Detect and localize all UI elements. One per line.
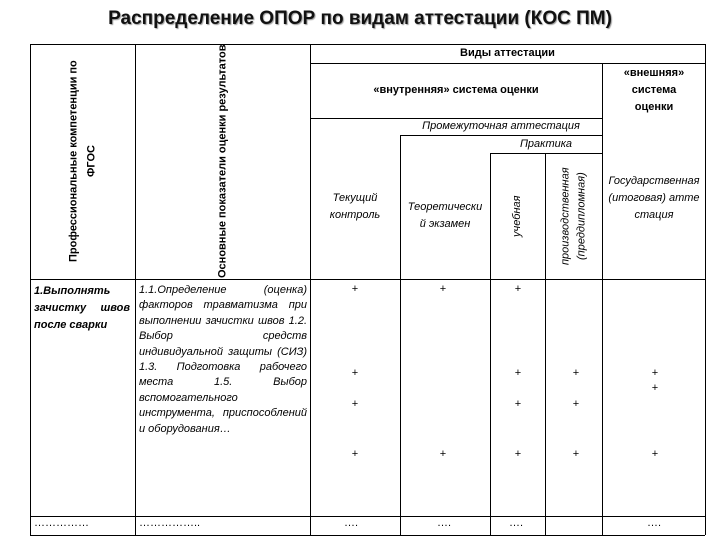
header-internal: «внутренняя» система оценки bbox=[373, 84, 539, 96]
mark-plus: + bbox=[514, 448, 522, 460]
mark-plus: + bbox=[439, 283, 447, 295]
header-practice: Практика bbox=[519, 137, 573, 150]
page-title: Распределение ОПОР по видам аттестации (КОС ПМ) bbox=[108, 8, 612, 29]
mark-plus: + bbox=[351, 283, 359, 295]
header-state: Государственная (итоговая) аттестация bbox=[608, 175, 700, 221]
table-line bbox=[602, 63, 603, 535]
header-intermediate: Промежуточная аттестация bbox=[422, 120, 580, 132]
mark-plus: + bbox=[351, 398, 359, 410]
ellipsis-cell: …………… bbox=[34, 517, 89, 529]
table-border-right bbox=[705, 44, 706, 535]
mark-plus: + bbox=[439, 448, 447, 460]
mark-plus: + bbox=[351, 448, 359, 460]
mark-plus: + bbox=[514, 367, 522, 379]
ellipsis-cell: …. bbox=[437, 517, 452, 529]
header-indicators: Основные показатели оценки результатов bbox=[216, 44, 229, 279]
table-border-bottom bbox=[30, 535, 705, 536]
header-external: «внешняя» система оценки bbox=[623, 67, 685, 113]
ellipsis-cell: …………….. bbox=[139, 517, 201, 529]
mark-plus: + bbox=[572, 367, 580, 379]
header-current-control: Текущий контроль bbox=[329, 192, 381, 221]
table-line-header-bottom bbox=[30, 279, 705, 280]
indicators-cell: 1.1.Определение (оценка) факторов травматизма при выполнении зачистки швов 1.2. Выбор средств индивидуальной защиты (СИЗ) 1.3. Подготовка рабочего места 1.5. Выбор вспомогательного инструмента, приспособлений и оборудования… bbox=[139, 284, 307, 435]
ellipsis-cell: …. bbox=[509, 517, 524, 529]
mark-plus: + bbox=[572, 398, 580, 410]
mark-plus: + bbox=[514, 283, 522, 295]
mark-plus: + bbox=[651, 448, 659, 460]
competency-cell: 1.Выполнять зачистку швов после сварки bbox=[34, 285, 130, 331]
header-theory-exam: Теоретический экзамен bbox=[407, 201, 483, 230]
mark-plus: + bbox=[514, 398, 522, 410]
mark-plus: + bbox=[651, 382, 659, 394]
table-line bbox=[400, 135, 401, 535]
header-attestation-types: Виды аттестации bbox=[460, 47, 555, 59]
header-competencies: Профессиональные компетенции по ФГОС bbox=[67, 60, 98, 263]
mark-plus: + bbox=[651, 367, 659, 379]
header-production: производственная (преддипломная) bbox=[559, 167, 588, 265]
mark-plus: + bbox=[351, 367, 359, 379]
mark-plus: + bbox=[572, 448, 580, 460]
ellipsis-cell: …. bbox=[344, 517, 359, 529]
header-educational: учебная bbox=[511, 195, 523, 237]
ellipsis-cell: …. bbox=[647, 517, 662, 529]
table-line bbox=[30, 516, 705, 517]
